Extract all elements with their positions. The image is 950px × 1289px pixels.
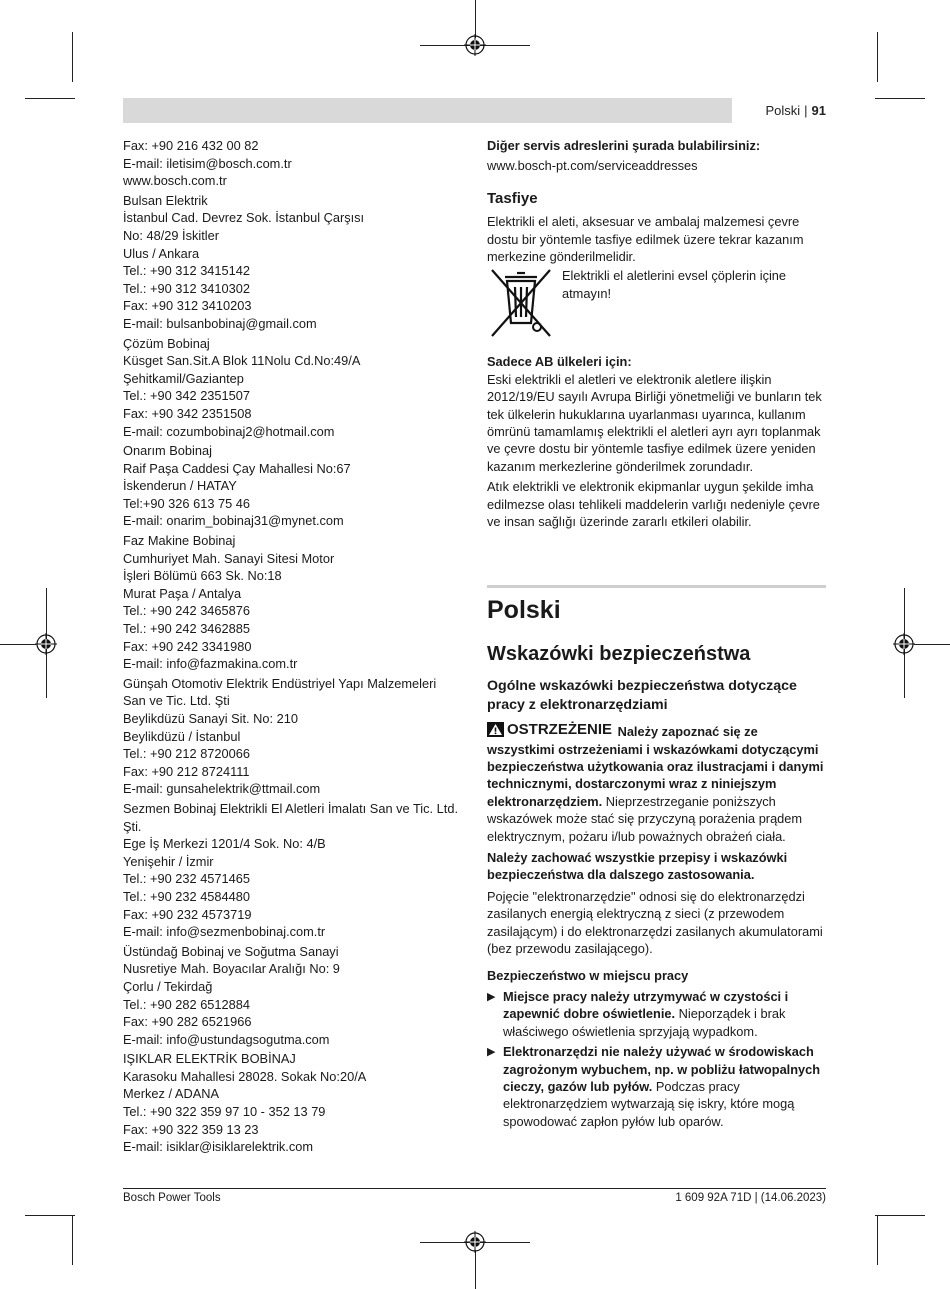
contact-line: Nusretiye Mah. Boyacılar Aralığı No: 9 [123,961,340,977]
footer-doc-number: 1 609 92A 71D | (14.06.2023) [675,1192,826,1204]
contact-line: Şehitkamil/Gaziantep [123,370,244,386]
contact-block [123,1050,458,1156]
eu-directive-text: Eski elektrikli el aletleri ve elektronik aletlere ilişkin 2012/19/EU sayılı Avrupa Birliği yönetmeliği ve bunların tek tek ülkelerin hukuklarına uyarlanması uyarınca, kullanım ömrünü tamamlamış elektrikli el aletleri ayrı ayrı toplanmak ve çevre dostu bir yöntemle tasfiye edilmek üzere yeniden kazanım merkezlerine gönderilmek zorundadır. [487,371,822,474]
contact-block [123,192,458,333]
safety-title: Wskazówki bezpieczeństwa [487,643,751,665]
contact-line: Fax: +90 216 432 00 82 [123,138,259,153]
bullet-bold-text: Miejsce pracy należy utrzymywać w czystości i zapewnić dobre oświetlenie. [503,988,789,1022]
contact-line: Tel.: +90 312 3410302 [123,280,251,296]
registration-mark-icon [35,633,57,655]
contact-line: Fax: +90 342 2351508 [123,405,252,421]
page-number: 91 [811,103,826,118]
contact-block [123,532,458,673]
contact-line: Çorlu / Tekirdağ [123,978,213,994]
contact-line: E-mail: onarim_bobinaj31@mynet.com [123,513,344,529]
crop-mark [877,32,878,82]
contact-block [123,335,458,441]
disposal-text: Elektrikli el aleti, aksesuar ve ambalaj malzemesi çevre dostu bir yöntemle tasfiye edilmek üzere tekrar kazanım merkezine gönderilmelidir. [487,214,804,265]
bullet-plain-text: Podczas pracy elektronarzędziem wytwarzają się iskry, które mogą spowodować zapłon pyłów lub oparów. [503,1078,795,1129]
header-section-label: Polski [765,103,801,118]
contact-line: No: 48/29 İskitler [123,227,220,243]
contact-line: Beylikdüzü Sanayi Sit. No: 210 [123,711,298,726]
contact-block [123,675,458,798]
polish-section [487,595,827,1130]
crop-mark [475,1250,476,1289]
registration-mark-icon [464,1231,486,1253]
contact-line: Tel.: +90 312 3415142 [123,263,251,279]
contact-block [123,943,458,1049]
footer-brand: Bosch Power Tools [123,1192,221,1204]
contact-line: Tel.: +90 322 359 97 10 - 352 13 79 [123,1104,326,1120]
contact-line: Fax: +90 282 6521966 [123,1014,252,1030]
contact-line: Merkez / ADANA [123,1086,220,1102]
right-column [487,137,827,531]
warning-label-text: OSTRZEŻENIE [507,721,613,738]
eu-hazard-text: Atık elektrikli ve elektronik ekipmanlar uygun şekilde imha edilmezse olası tehlikeli maddelerin varlığı nedeniyle çevre ve insan sağlığı üzerinde zararlı etkileri olabilir. [487,479,820,530]
contact-line: Sezmen Bobinaj Elektrikli El Aletleri İmalatı San ve Tic. Ltd. Şti. [123,800,458,834]
crop-mark [475,0,476,38]
crossed-bin-icon [487,267,555,339]
contact-line: Tel.: +90 282 6512884 [123,996,251,1012]
page-header-bar [123,98,826,123]
contact-line: Cumhuriyet Mah. Sanayi Sitesi Motor [123,550,335,566]
contact-line: Bulsan Elektrik [123,192,208,208]
contact-line: E-mail: isiklar@isiklarelektrik.com [123,1139,314,1155]
contact-line: E-mail: bulsanbobinaj@gmail.com [123,315,317,331]
contact-line: Üstündağ Bobinaj ve Soğutma Sanayi [123,943,339,959]
service-addresses-url[interactable]: www.bosch-pt.com/serviceaddresses [487,158,698,174]
crop-mark [25,98,75,99]
bullet-arrow-icon: ▶ [487,990,496,1003]
contact-line: Tel.: +90 232 4584480 [123,888,251,904]
bullet-plain-text: Nieporządek i brak właściwego oświetlenia sprzyjają wypadkom. [503,1006,786,1039]
registration-mark-icon [893,633,915,655]
contact-line: E-mail: cozumbobinaj2@hotmail.com [123,423,335,439]
crop-mark [25,1215,75,1216]
power-tool-definition: Pojęcie "elektronarzędzie" odnosi się do elektronarzędzi zasilanych energią elektryczną z sieci (z przewodem zasilającym) i do elektronarzędzi zasilanych akumulatorami (bez przewodu zasilającego). [487,888,823,957]
contact-line: Tel.: +90 212 8720066 [123,746,251,762]
contact-line: Küsget San.Sit.A Blok 11Nolu Cd.No:49/A [123,353,361,369]
contact-line: İskenderun / HATAY [123,478,237,494]
contact-line: Beylikdüzü / İstanbul [123,728,241,744]
contact-line: Fax: +90 212 8724111 [123,763,250,779]
keep-instructions: Należy zachować wszystkie przepisy i wskazówki bezpieczeństwa dla dalszego zastosowania. [487,850,788,883]
bullet-item [487,1043,827,1130]
service-addresses-heading: Diğer servis adreslerini şurada bulabilirsiniz: [487,138,761,153]
contact-line: Tel.: +90 232 4571465 [123,871,251,887]
contact-line: www.bosch.com.tr [123,173,227,189]
contact-line: İstanbul Cad. Devrez Sok. İstanbul Çarşısı [123,210,365,226]
contact-line: Raif Paşa Caddesi Çay Mahallesi No:67 [123,460,351,476]
crop-mark [0,644,36,645]
contact-line: Faz Makine Bobinaj [123,533,236,549]
crop-mark [914,644,950,645]
contact-line: Karasoku Mahallesi 28028. Sokak No:20/A [123,1068,367,1084]
warning-paragraph [487,721,827,845]
bullet-text [503,1043,827,1130]
registration-mark-icon [464,34,486,56]
section-divider [487,585,826,588]
contact-block [123,442,458,530]
contact-line: IŞIKLAR ELEKTRİK BOBİNAJ [123,1051,296,1067]
weee-text: Elektrikli el aletlerini evsel çöplerin içine atmayın! [562,268,787,301]
eu-only-heading: Sadece AB ülkeleri için: [487,354,632,370]
contact-line: Günşah Otomotiv Elektrik Endüstriyel Yapı Malzemeleri San ve Tic. Ltd. Şti [123,675,437,709]
contact-line: Murat Paşa / Antalya [123,585,242,601]
contact-line: Ulus / Ankara [123,245,200,261]
header-separator: | [804,103,808,118]
disposal-title: Tasfiye [487,189,538,207]
footer-rule [123,1188,826,1189]
weee-notice [487,267,827,339]
contact-line: Fax: +90 312 3410203 [123,298,252,314]
contact-line: Fax: +90 322 359 13 23 [123,1121,259,1137]
crop-mark [875,98,925,99]
contact-line: Tel.: +90 242 3465876 [123,603,251,619]
crop-mark [877,1215,878,1265]
contact-line: İşleri Bölümü 663 Sk. No:18 [123,568,282,584]
contact-line: E-mail: info@ustundagsogutma.com [123,1031,330,1047]
contact-line: E-mail: gunsahelektrik@ttmail.com [123,781,321,797]
contact-line: Çözüm Bobinaj [123,335,210,351]
crop-mark [72,1215,73,1265]
bullet-text [503,988,827,1040]
contact-line: E-mail: info@sezmenbobinaj.com.tr [123,924,326,940]
crop-mark [875,1215,925,1216]
contact-line: E-mail: iletisim@bosch.com.tr [123,155,292,171]
contact-line: Yenişehir / İzmir [123,853,214,869]
contact-line: Fax: +90 242 3341980 [123,638,252,654]
workplace-safety-title: Bezpieczeństwo w miejscu pracy [487,968,689,984]
warning-triangle-icon [487,722,504,737]
contact-line: Ege İş Merkezi 1201/4 Sok. No: 4/B [123,836,326,852]
crop-mark [72,32,73,82]
bullet-item [487,988,827,1040]
contact-block [123,137,458,190]
contact-line: Tel.: +90 242 3462885 [123,621,251,637]
contact-line: E-mail: info@fazmakina.com.tr [123,656,298,672]
warning-bold-text: Należy zapoznać się ze wszystkimi ostrzeżeniami i wskazówkami dotyczącymi bezpieczeństwa użytkowania oraz ilustracjami i danymi technicznymi, dostarczonymi wraz z niniejszym elektronarzędziem. [487,724,824,809]
language-title: Polski [487,596,561,624]
contact-line: Tel:+90 326 613 75 46 [123,495,251,511]
bullet-bold-text: Elektronarzędzi nie należy używać w środowiskach zagrożonym wybuchem, np. w pobliżu łatwopalnych cieczy, gazów lub pyłów. [503,1044,821,1094]
page-header-tab [732,98,826,123]
contact-line: Tel.: +90 342 2351507 [123,388,251,404]
service-contacts-column [123,137,458,1158]
contact-line: Fax: +90 232 4573719 [123,906,252,922]
warning-text: Nieprzestrzeganie poniższych wskazówek może stać się przyczyną porażenia prądem elektrycznym, pożaru i/lub poważnych obrażeń ciała. [487,793,803,844]
contact-line: Onarım Bobinaj [123,443,212,459]
bullet-arrow-icon: ▶ [487,1046,496,1059]
general-safety-title: Ogólne wskazówki bezpieczeństwa dotyczące pracy z elektronarzędziami [487,678,797,713]
warning-label [487,721,612,738]
contact-block [123,800,458,941]
